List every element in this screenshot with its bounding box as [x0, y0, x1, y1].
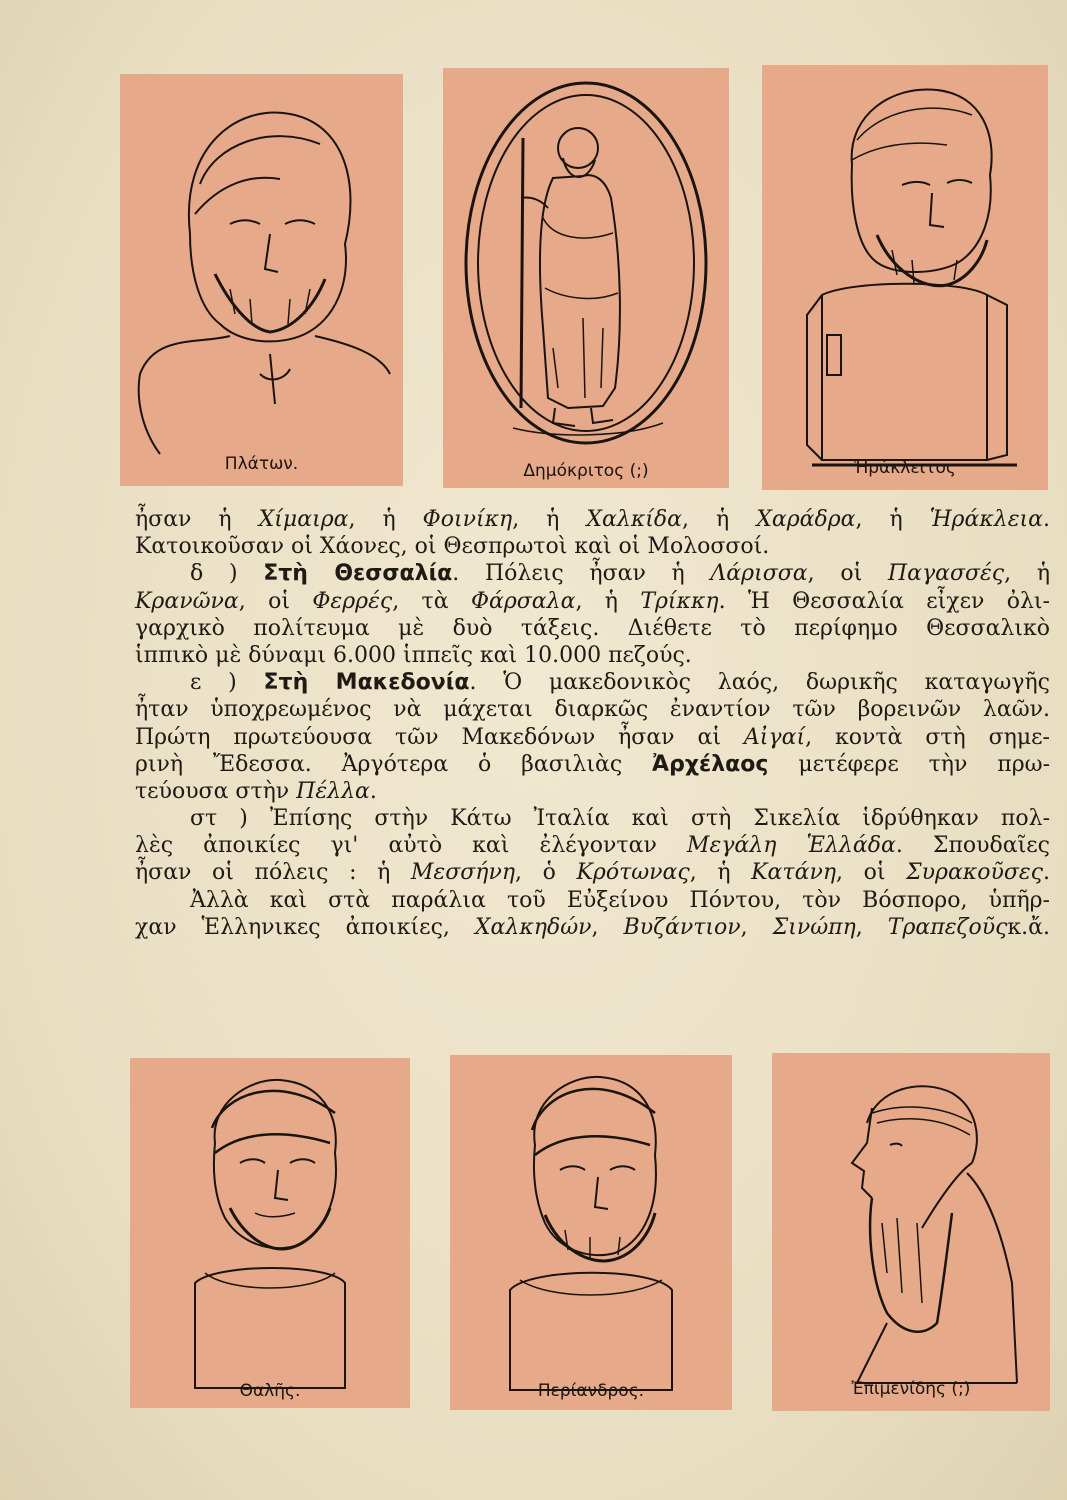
figure-heraclitus [762, 65, 1048, 490]
text-line-10: ρινὴ Ἔδεσσα. Ἀργότερα ὁ βασιλιὰς Ἀρχέλαος μετέφερε τὴν πρω- [135, 751, 1050, 777]
periander-bust-illustration [450, 1055, 732, 1410]
figure-periander [450, 1055, 732, 1410]
figure-caption: Πλάτων. [224, 454, 299, 474]
epimenides-bust-illustration [772, 1053, 1050, 1411]
text-line-13: λὲς ἀποικίες γι' αὐτὸ καὶ ἐλέγονταν Μεγάλη Ἑλλάδα. Σπουδαῖες [135, 833, 1050, 859]
body-text [135, 506, 1050, 941]
text-line-8: ἦταν ὑποχρεωμένος νὰ μάχεται διαρκῶς ἐναντίον τῶν βορεινῶν λαῶν. [135, 697, 1050, 723]
text-line-2: Κατοικοῦσαν οἱ Χάονες, οἱ Θεσπρωτοὶ καὶ οἱ Μολοσσοί. [135, 534, 770, 560]
figure-thales [130, 1058, 410, 1408]
figure-epimenides [772, 1053, 1050, 1411]
text-line-14: ἦσαν οἱ πόλεις : ἡ Μεσσήνη, ὁ Κρότωνας, ἡ Κατάνη, οἱ Συρακοῦσες. [135, 860, 1050, 886]
text-line-7: ε ) Στὴ Μακεδονία. Ὁ μακεδονικὸς λαός, δωρικῆς καταγωγῆς [190, 670, 1051, 696]
figure-democritus [443, 68, 729, 488]
text-line-1: ἦσαν ἡ Χίμαιρα, ἡ Φοινίκη, ἡ Χαλκίδα, ἡ Χαράδρα, ἡ Ἡράκλεια. [135, 507, 1050, 532]
heraclitus-herm-illustration [762, 65, 1048, 490]
text-line-9: Πρώτη πρωτεύουσα τῶν Μακεδόνων ἦσαν αἱ Αἰγαί, κοντὰ στὴ σημε- [135, 724, 1050, 750]
figure-plato [120, 74, 403, 486]
figure-caption: Ἡράκλειτος [854, 458, 956, 478]
text-line-4: Κρανῶνα, οἱ Φερρές, τὰ Φάρσαλα, ἡ Τρίκκη. Ἡ Θεσσαλία εἶχεν ὀλι- [135, 588, 1050, 614]
plato-bust-illustration [120, 74, 403, 486]
thales-bust-illustration [130, 1058, 410, 1408]
text-line-3: δ ) Στὴ Θεσσαλία. Πόλεις ἦσαν ἡ Λάρισσα, οἱ Παγασσές, ἡ [190, 561, 1051, 587]
figure-caption: Ἐπιμενίδης (;) [851, 1379, 971, 1399]
figure-caption: Θαλῆς. [239, 1381, 301, 1401]
text-line-15: Ἀλλὰ καὶ στὰ παράλια τοῦ Εὐξείνου Πόντου, τὸν Βόσπορο, ὑπῆρ- [190, 887, 1050, 913]
text-line-5: γαρχικὸ πολίτευμα μὲ δυὸ τάξεις. Διέθετε τὸ περίφημο Θεσσαλικὸ [135, 615, 1050, 641]
text-line-6: ἱππικὸ μὲ δύναμι 6.000 ἱππεῖς καὶ 10.000 πεζούς. [135, 642, 692, 668]
text-line-12: στ ) Ἐπίσης στὴν Κάτω Ἰταλία καὶ στὴ Σικελία ἱδρύθηκαν πολ- [190, 806, 1050, 832]
figure-caption: Περίανδρος. [537, 1381, 645, 1401]
text-line-16: χαν Ἑλληνικες ἀποικίες, Χαλκηδών, Βυζάντιον, Σινώπη, Τραπεζοῦςκ.ἄ. [135, 914, 1050, 940]
figure-caption: Δημόκριτος (;) [523, 461, 649, 481]
text-line-11: τεύουσα στὴν Πέλλα. [135, 778, 377, 804]
democritus-gem-illustration [443, 68, 729, 488]
